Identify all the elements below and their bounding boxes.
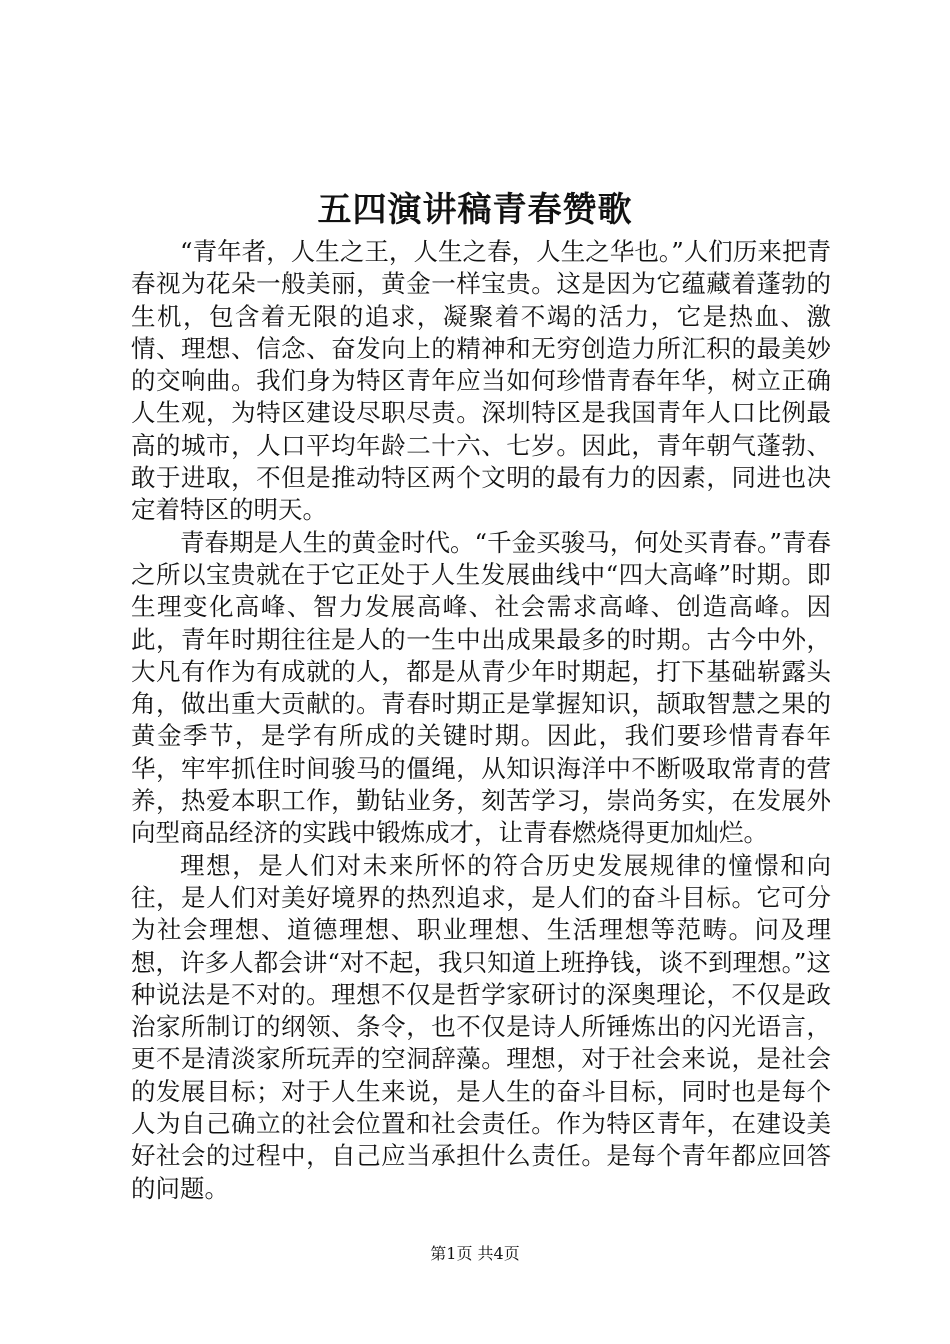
document-body — [131, 236, 831, 1205]
document-title: 五四演讲稿青春赞歌 — [317, 190, 633, 230]
paragraph-3: 理想，是人们对未来所怀的符合历史发展规律的憧憬和向往，是人们对美好境界的热烈追求，是人们的奋斗目标。它可分为社会理想、道德理想、职业理想、生活理想等范畴。问及理想，许多人都会讲“对不起，我只知道上班挣钱，谈不到理想。”这种说法是不对的。理想不仅是哲学家研讨的深奥理论，不仅是政治家所制订的纲领、条令，也不仅是诗人所锤炼出的闪光语言，更不是清淡家所玩弄的空洞辞藻。理想，对于社会来说，是社会的发展目标；对于人生来说，是人生的奋斗目标，同时也是每个人为自己确立的社会位置和社会责任。作为特区青年，在建设美好社会的过程中，自己应当承担什么责任。是每个青年都应回答的问题。 — [131, 850, 831, 1203]
page-footer: 第1页 共4页 — [430, 1244, 520, 1263]
paragraph-1: “青年者，人生之王，人生之春，人生之华也。”人们历来把青春视为花朵一般美丽，黄金一样宝贵。这是因为它蕴藏着蓬勃的生机，包含着无限的追求，凝聚着不竭的活力，它是热血、激情、理想、信念、奋发向上的精神和无穷创造力所汇积的最美妙的交响曲。我们身为特区青年应当如何珍惜青春年华，树立正确人生观，为特区建设尽职尽责。深圳特区是我国青年人口比例最高的城市，人口平均年龄二十六、七岁。因此，青年朝气蓬勃、敢于进取，不但是推动特区两个文明的最有力的因素，同进也决定着特区的明天。 — [131, 237, 831, 525]
paragraph-2: 青春期是人生的黄金时代。“千金买骏马，何处买青春。”青春之所以宝贵就在于它正处于人生发展曲线中“四大高峰”时期。即生理变化高峰、智力发展高峰、社会需求高峰、创造高峰。因此，青年时期往往是人的一生中出成果最多的时期。古今中外，大凡有作为有成就的人，都是从青少年时期起，打下基础崭露头角，做出重大贡献的。青春时期正是掌握知识，颉取智慧之果的黄金季节，是学有所成的关键时期。因此，我们要珍惜青春年华，牢牢抓住时间骏马的僵绳，从知识海洋中不断吸取常青的营养，热爱本职工作，勤钻业务，刻苦学习，崇尚务实，在发展外向型商品经济的实践中锻炼成才，让青春燃烧得更加灿烂。 — [131, 527, 831, 848]
